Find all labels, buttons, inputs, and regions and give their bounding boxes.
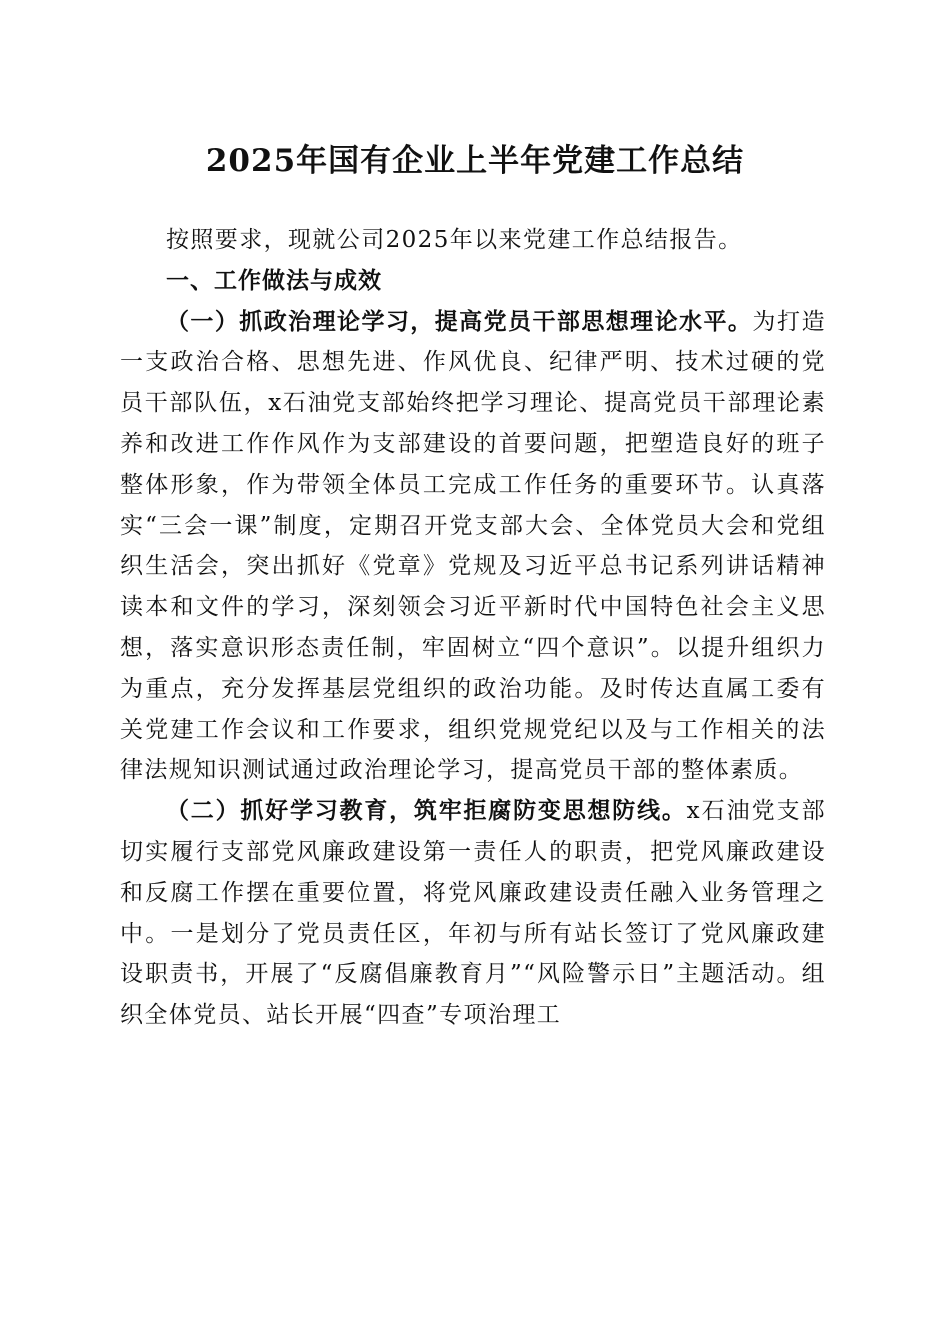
paragraph-text: x石油党支部切实履行支部党风廉政建设第一责任人的职责，把党风廉政建设和反腐工作摆在重要位置，将党风廉政建设责任融入业务管理之中。一是划分了党员责任区，年初与所有站长签订了党风廉政建设职责书，开展了“反腐倡廉教育月”“风险警示日”主题活动。组织全体党员、站长开展“四查”专项治理工: [120, 798, 826, 1029]
section-heading: 一、工作做法与成效: [166, 267, 382, 294]
paragraph-item-1: [120, 302, 826, 792]
intro-paragraph: 按照要求，现就公司2025年以来党建工作总结报告。: [166, 227, 743, 253]
paragraph-text: 为打造一支政治合格、思想先进、作风优良、纪律严明、技术过硬的党员干部队伍，x石油党支部始终把学习理论、提高党员干部理论素养和改进工作作风作为支部建设的首要问题，把塑造良好的班子整体形象，作为带领全体员工完成工作任务的重要环节。认真落实“三会一课”制度，定期召开党支部大会、全体党员大会和党组织生活会，突出抓好《党章》党规及习近平总书记系列讲话精神读本和文件的学习，深刻领会习近平新时代中国特色社会主义思想，落实意识形态责任制，牢固树立“四个意识”。以提升组织力为重点，充分发挥基层党组织的政治功能。及时传达直属工委有关党建工作会议和工作要求，组织党规党纪以及与工作相关的法律法规知识测试通过政治理论学习，提高党员干部的整体素质。: [120, 308, 826, 784]
paragraph-lead: （一）抓政治理论学习，提高党员干部思想理论水平。: [166, 308, 753, 335]
paragraph-lead: （二）抓好学习教育，筑牢拒腐防变思想防线。: [166, 798, 687, 825]
document-title: 2025年国有企业上半年党建工作总结: [205, 143, 745, 179]
paragraph-item-2: [120, 791, 826, 1036]
document-body: [120, 220, 826, 1036]
